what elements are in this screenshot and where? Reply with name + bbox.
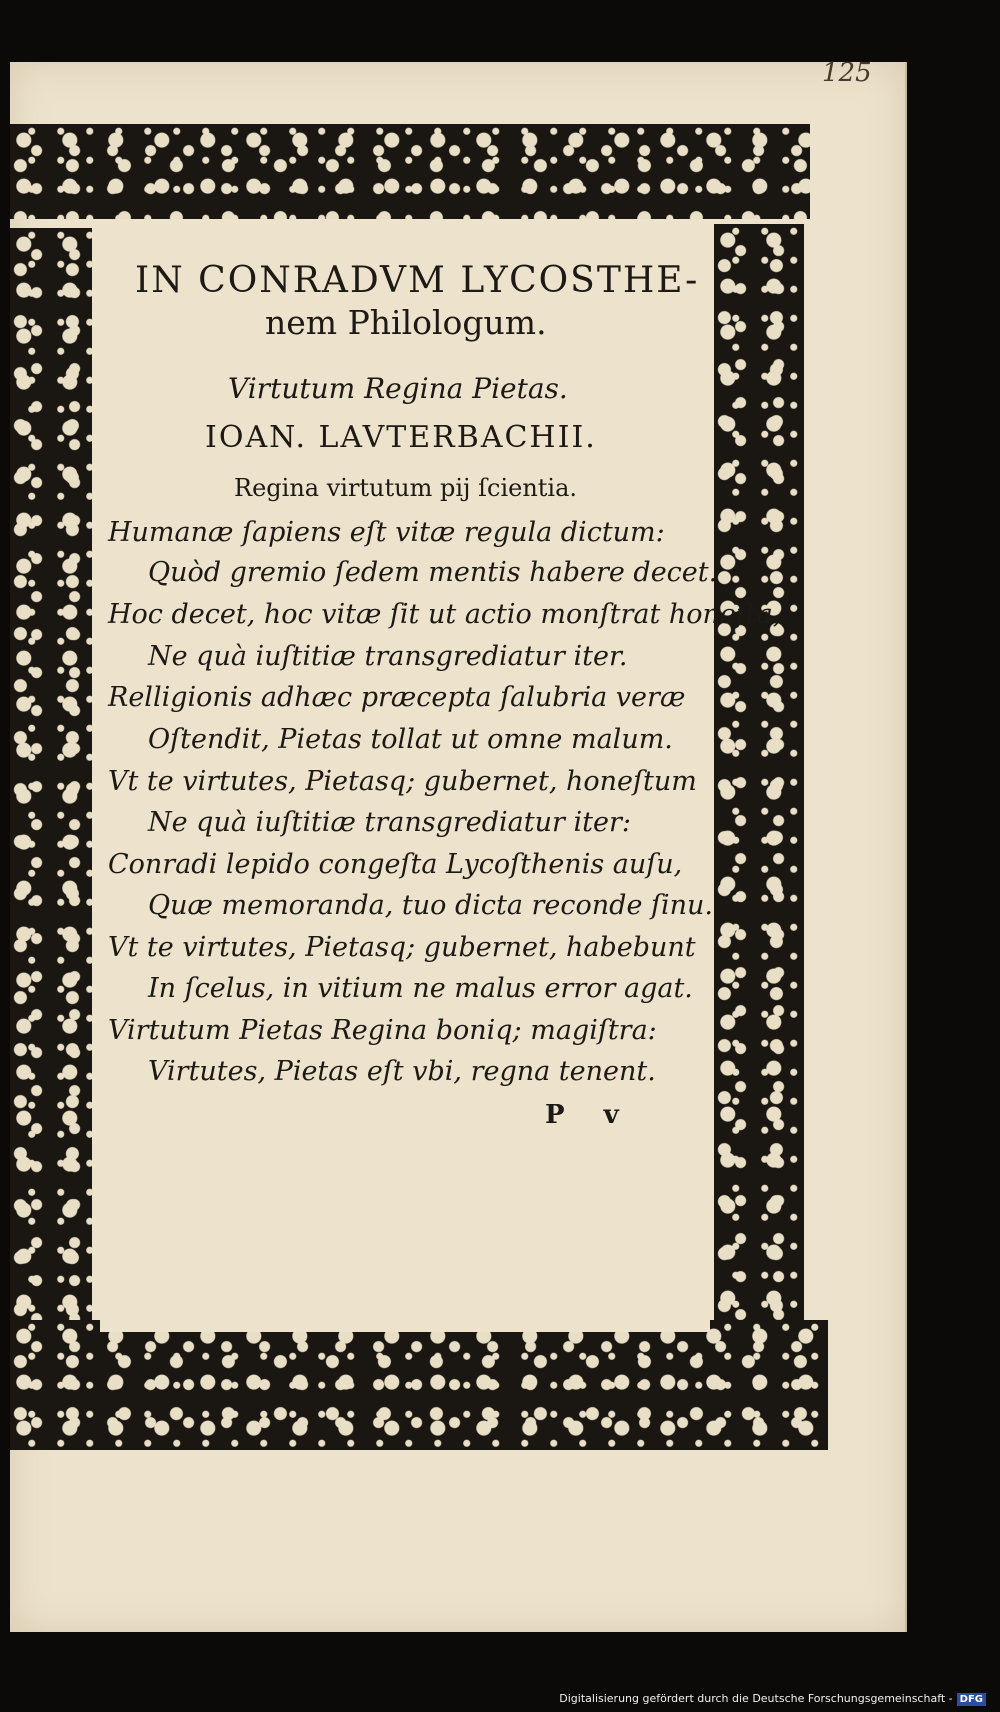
page-number: 125 — [822, 58, 872, 88]
verse-line: Ne quà iuſtitiæ transgrediatur iter. — [148, 641, 628, 672]
author-name: IOAN. LAVTERBACHII. — [205, 420, 597, 455]
verse-line: Vt te virtutes, Pietasq; gubernet, habebunt — [108, 932, 696, 963]
verse-line: Ne quà iuſtitiæ transgrediatur iter: — [148, 807, 631, 838]
signature-mark: P v — [545, 1100, 619, 1130]
verse-line: Conradi lepido congeſta Lycoſthenis auſu, — [108, 849, 683, 880]
dfg-logo: DFG — [957, 1693, 986, 1706]
credit-text: Digitalisierung gefördert durch die Deutsche Forschungsgemeinschaft - — [559, 1692, 953, 1705]
verse-line: Humanæ ſapiens eſt vitæ regula dictum: — [108, 517, 665, 548]
verse-line: Vt te virtutes, Pietasq; gubernet, honeſtum — [108, 766, 697, 797]
verse-line: Oſtendit, Pietas tollat ut omne malum. — [148, 724, 673, 755]
ornamental-border-bottom — [10, 1320, 828, 1450]
title-line-1: IN CONRADVM LYCOSTHE- — [135, 260, 700, 301]
verse-line: Virtutes, Pietas eſt vbi, regna tenent. — [148, 1056, 656, 1087]
ornamental-border-left — [10, 228, 92, 1344]
verse-line: Quæ memoranda, tuo dicta reconde ſinu. — [148, 890, 713, 921]
motto: Virtutum Regina Pietas. — [228, 372, 568, 405]
ornamental-border-right — [714, 224, 804, 1324]
verse-line: Quòd gremio ſedem mentis habere decet. — [148, 557, 718, 588]
ornamental-border-top — [10, 124, 810, 219]
verse-line: Virtutum Pietas Regina boniq; magiſtra: — [108, 1015, 657, 1046]
title-line-2: nem Philologum. — [265, 303, 547, 342]
verse-line: Hoc decet, hoc vitæ ſit ut actio monſtrat honeſta, — [108, 599, 782, 630]
verse-line: Relligionis adhæc præcepta ſalubria veræ — [108, 682, 686, 713]
verse-line: In ſcelus, in vitium ne malus error agat. — [148, 973, 693, 1004]
digitization-credit — [559, 1692, 986, 1706]
anagram-line: Regina virtutum pij ſcientia. — [234, 474, 578, 502]
